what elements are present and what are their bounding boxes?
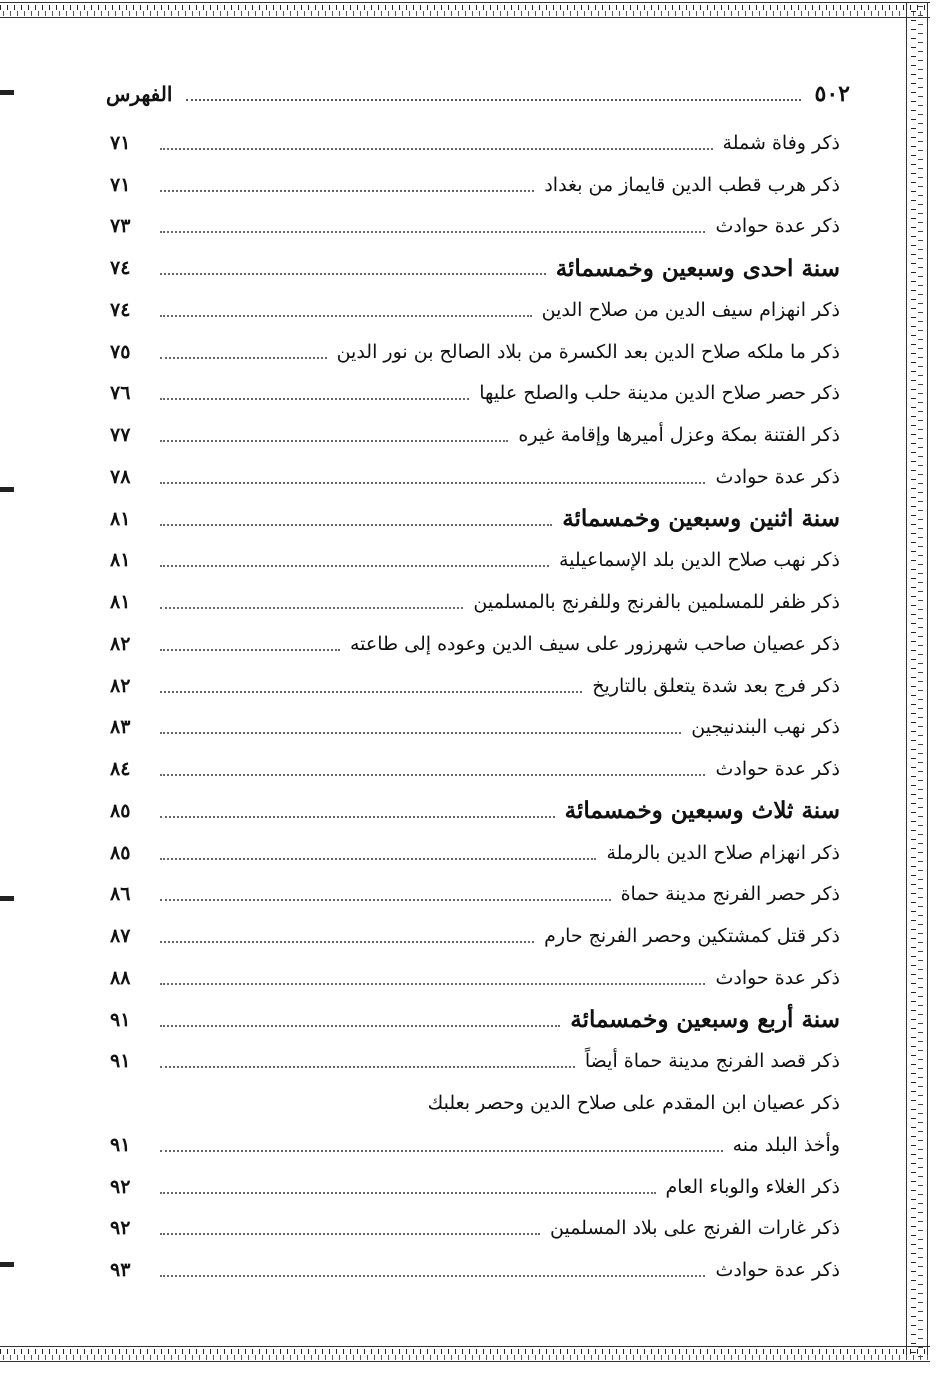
- toc-entry-title: سنة احدى وسبعين وخمسمائة: [555, 254, 840, 282]
- toc-entry-page: ٨٣: [110, 716, 131, 739]
- toc-entry-title: ذكر نهب البندنيجين: [691, 716, 840, 739]
- toc-entry: [110, 1082, 840, 1124]
- toc-entry: [110, 1166, 840, 1208]
- toc-entry-title: ذكر حصر الفرنج مدينة حماة: [620, 883, 840, 906]
- dot-leader: [160, 148, 713, 150]
- toc-entry-title: ذكر عدة حوادث: [715, 758, 840, 781]
- toc-entry-title: سنة ثلاث وسبعين وخمسمائة: [564, 797, 840, 825]
- toc-entry-page: ٨٥: [110, 841, 131, 864]
- dot-leader: [160, 1233, 540, 1235]
- toc-entry-title: ذكر انهزام صلاح الدين بالرملة: [606, 841, 840, 864]
- toc-entry: [110, 665, 840, 707]
- toc-entry-page: ٧١: [110, 131, 131, 154]
- toc-entry-page: ٨٦: [110, 883, 131, 906]
- dot-leader: [186, 99, 800, 101]
- toc-entry: [110, 122, 840, 164]
- toc-year-heading: [110, 790, 840, 832]
- dot-leader: [160, 482, 705, 484]
- toc-entry-title: ذكر عصيان صاحب شهرزور على سيف الدين وعوده إلى طاعته: [349, 632, 840, 655]
- edge-mark: [0, 896, 14, 901]
- toc-entry: [110, 748, 840, 790]
- toc-entry-title: ذكر ما ملكه صلاح الدين بعد الكسرة من بلاد الصالح بن نور الدين: [336, 340, 840, 363]
- toc-entry: [110, 414, 840, 456]
- toc-entry: [110, 581, 840, 623]
- dot-leader: [160, 231, 705, 233]
- toc-entry-page: ٧٥: [110, 340, 131, 363]
- toc-entry-page: ٨١: [110, 549, 131, 572]
- dot-leader: [160, 732, 681, 734]
- toc-entry-page: ٨٢: [110, 674, 131, 697]
- toc-entry-page: ٩١: [110, 1133, 131, 1156]
- toc-entry-page: ٧١: [110, 173, 131, 196]
- toc-entry: [110, 331, 840, 373]
- toc-entry: [110, 289, 840, 331]
- toc-entry: [110, 456, 840, 498]
- edge-mark: [0, 487, 14, 492]
- toc-entry-page: ٧٧: [110, 424, 131, 447]
- edge-mark: [0, 1262, 14, 1267]
- toc-entry-title: ذكر عدة حوادث: [715, 465, 840, 488]
- toc-entry-title: ذكر هرب قطب الدين قايماز من بغداد: [544, 173, 840, 196]
- decorative-border-bottom: [0, 1346, 930, 1362]
- toc-year-heading: [110, 247, 840, 289]
- toc-entry: [110, 1208, 840, 1250]
- toc-year-heading: [110, 999, 840, 1041]
- toc-entry-title: ذكر قتل كمشتكين وحصر الفرنج حارم: [544, 925, 840, 948]
- dot-leader: [160, 1025, 560, 1027]
- toc-entry-title: سنة أربع وسبعين وخمسمائة: [570, 1006, 840, 1034]
- dot-leader: [160, 190, 534, 192]
- toc-entry-page: ٨١: [110, 507, 131, 530]
- toc-entry-page: ٨٢: [110, 632, 131, 655]
- decorative-border-right: [906, 2, 928, 1360]
- toc-entry-page: ٩١: [110, 1008, 131, 1031]
- toc-entry-title: ذكر عصيان ابن المقدم على صلاح الدين وحصر بعلبك: [427, 1092, 840, 1115]
- toc-entry-title: وأخذ البلد منه: [732, 1133, 840, 1156]
- dot-leader: [160, 1275, 705, 1277]
- toc-entry: [110, 206, 840, 248]
- page-header: [106, 78, 850, 110]
- table-of-contents: [110, 122, 840, 1291]
- page-number: ٥٠٢: [814, 81, 850, 107]
- toc-entry-title: ذكر انهزام سيف الدين من صلاح الدين: [541, 298, 840, 321]
- toc-entry-page: ٨٥: [110, 799, 131, 822]
- dot-leader: [160, 649, 340, 651]
- page-title: الفهرس: [106, 82, 173, 106]
- dot-leader: [160, 858, 596, 860]
- dot-leader: [160, 273, 546, 275]
- toc-entry-page: ٩٢: [110, 1175, 131, 1198]
- toc-entry-title: ذكر نهب صلاح الدين بلد الإسماعيلية: [558, 549, 840, 572]
- toc-entry: [110, 1249, 840, 1291]
- toc-entry: [110, 957, 840, 999]
- dot-leader: [160, 607, 463, 609]
- toc-entry-title: سنة اثنين وسبعين وخمسمائة: [562, 505, 840, 533]
- toc-entry-page: ٩٣: [110, 1259, 131, 1282]
- toc-entry-title: ذكر قصد الفرنج مدينة حماة أيضاً: [584, 1050, 840, 1073]
- toc-entry-title: ذكر عدة حوادث: [715, 215, 840, 238]
- toc-entry-page: ٨١: [110, 591, 131, 614]
- dot-leader: [160, 1192, 656, 1194]
- toc-entry-title: ذكر وفاة شملة: [722, 131, 840, 154]
- toc-entry-page: ٧٦: [110, 382, 131, 405]
- toc-entry-title: ذكر فرج بعد شدة يتعلق بالتاريخ: [592, 674, 840, 697]
- decorative-border-top: [0, 2, 930, 18]
- toc-entry-title: ذكر عدة حوادث: [715, 1259, 840, 1282]
- toc-entry: [110, 623, 840, 665]
- toc-entry: [110, 540, 840, 582]
- toc-entry: [110, 915, 840, 957]
- toc-entry-title: ذكر حصر صلاح الدين مدينة حلب والصلح عليها: [479, 382, 840, 405]
- dot-leader: [160, 440, 508, 442]
- dot-leader: [160, 524, 552, 526]
- toc-entry-page: ٧٤: [110, 298, 131, 321]
- toc-entry-title: ذكر ظفر للمسلمين بالفرنج وللفرنج بالمسلمين: [473, 591, 840, 614]
- toc-entry: [110, 1041, 840, 1083]
- dot-leader: [160, 941, 534, 943]
- dot-leader: [160, 1066, 575, 1068]
- toc-entry: [110, 164, 840, 206]
- toc-entry-title: ذكر الفتنة بمكة وعزل أميرها وإقامة غيره: [518, 424, 840, 447]
- dot-leader: [160, 565, 549, 567]
- dot-leader: [160, 357, 327, 359]
- toc-year-heading: [110, 498, 840, 540]
- dot-leader: [160, 774, 705, 776]
- dot-leader: [160, 983, 705, 985]
- toc-entry: [110, 1124, 840, 1166]
- toc-entry-page: ٩٢: [110, 1217, 131, 1240]
- toc-entry: [110, 707, 840, 749]
- dot-leader: [160, 691, 582, 693]
- toc-entry: [110, 373, 840, 415]
- toc-entry-page: ٨٨: [110, 966, 131, 989]
- dot-leader: [160, 315, 532, 317]
- toc-entry-title: ذكر غارات الفرنج على بلاد المسلمين: [550, 1217, 840, 1240]
- toc-entry: [110, 832, 840, 874]
- toc-entry: [110, 874, 840, 916]
- dot-leader: [160, 1150, 723, 1152]
- toc-entry-page: ٨٧: [110, 925, 131, 948]
- toc-entry-title: ذكر عدة حوادث: [715, 966, 840, 989]
- dot-leader: [160, 899, 611, 901]
- toc-entry-page: ٧٤: [110, 257, 131, 280]
- toc-entry-title: ذكر الغلاء والوباء العام: [665, 1175, 840, 1198]
- toc-entry-page: ٩١: [110, 1050, 131, 1073]
- dot-leader: [160, 398, 469, 400]
- edge-mark: [0, 90, 14, 95]
- dot-leader: [160, 816, 555, 818]
- toc-entry-page: ٧٣: [110, 215, 131, 238]
- toc-entry-page: ٨٤: [110, 758, 131, 781]
- toc-entry-page: ٧٨: [110, 465, 131, 488]
